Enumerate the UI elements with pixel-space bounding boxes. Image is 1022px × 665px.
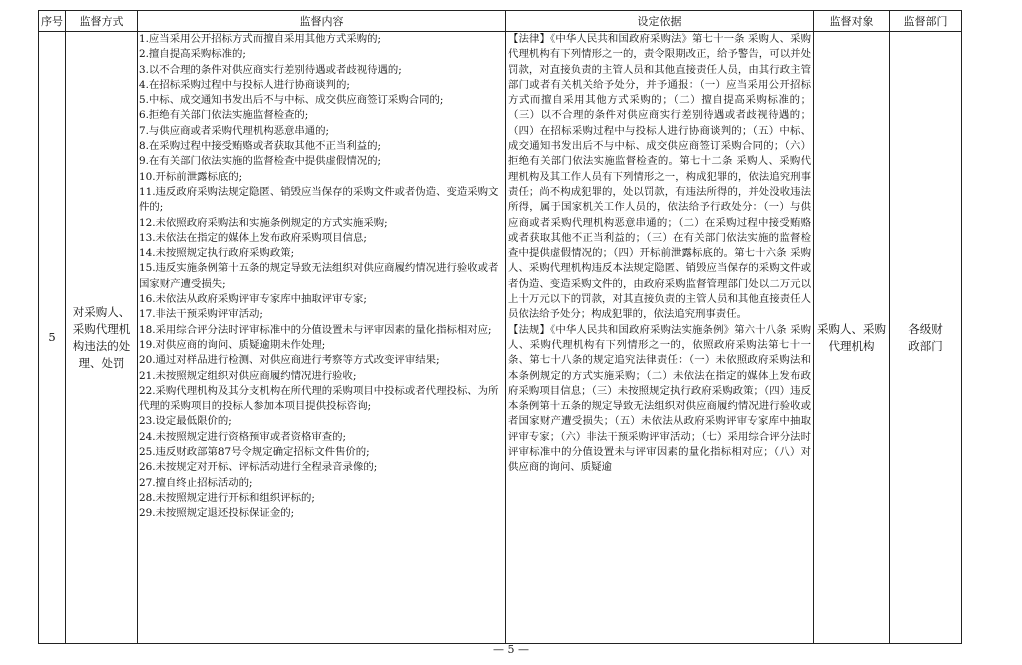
list-item: 29.未按照规定退还投标保证金的;	[139, 507, 295, 520]
header-dept: 监督部门	[890, 11, 962, 32]
list-item: 16.未依法从政府采购评审专家库中抽取评审专家;	[139, 293, 367, 306]
header-target: 监督对象	[814, 11, 890, 32]
list-item: 23.设定最低限价的;	[139, 415, 232, 428]
list-item: 5.中标、成交通知书发出后不与中标、成交供应商签订采购合同的;	[139, 94, 444, 107]
row-basis	[506, 32, 814, 644]
list-item: 13.未依法在指定的媒体上发布政府采购项目信息;	[139, 231, 367, 244]
list-item: 25.违反财政部第87号令规定确定招标文件售价的;	[139, 446, 370, 459]
list-item: 15.违反实施条例第十五条的规定导致无法组织对供应商履约情况进行验收或者国家财产遭受损失;	[139, 262, 499, 290]
list-item: 6.拒绝有关部门依法实施监督检查的;	[139, 109, 309, 122]
list-item: 18.采用综合评分法时评审标准中的分值设置未与评审因素的量化指标相对应;	[139, 323, 492, 336]
list-item: 24.未按照规定进行资格预审或者资格审查的;	[139, 430, 347, 443]
list-item: 3.以不合理的条件对供应商实行差别待遇或者歧视待遇的;	[139, 63, 402, 76]
list-item: 1.应当采用公开招标方式而擅自采用其他方式采购的;	[139, 33, 382, 45]
list-item: 9.在有关部门依法实施的监督检查中提供虚假情况的;	[139, 155, 382, 168]
row-target: 采购人、采购代理机构	[814, 32, 890, 644]
list-item: 19.对供应商的询问、质疑逾期未作处理;	[139, 338, 326, 351]
list-item: 20.通过对样品进行检测、对供应商进行考察等方式改变评审结果;	[139, 354, 440, 367]
content-list	[138, 32, 505, 522]
list-item: 17.非法干预采购评审活动;	[139, 308, 263, 321]
header-method: 监督方式	[66, 11, 138, 32]
basis-regulation: 【法规】《中华人民共和国政府采购法实施条例》第六十八条 采购人、采购代理机构有下列情形之一的，依照政府采购法第七十一条、第七十八条的规定追究法律责任：（一）未依照政府采购法和本条例规定的方式实施采购；（二）未依法在指定的媒体上发布政府采购项目信息；（三）未按照规定执行政府采购政策；（四）违反本条例第十五条的规定导致无法组织对供应商履约情况进行验收或者国家财产遭受损失；（五）未依法从政府采购评审专家库中抽取评审专家；（六）非法干预采购评审活动；（七）采用综合评分法时评审标准中的分值设置未与评审因素的量化指标相对应；（八）对供应商的询问、质疑逾	[508, 323, 811, 474]
list-item: 14.未按照规定执行政府采购政策;	[139, 247, 295, 260]
row-seq: 5	[39, 32, 66, 644]
page-number: — 5 —	[493, 643, 529, 656]
basis-text	[506, 32, 813, 643]
list-item: 7.与供应商或者采购代理机构恶意串通的;	[139, 124, 330, 137]
list-item: 8.在采购过程中接受贿赂或者获取其他不正当利益的;	[139, 140, 382, 153]
row-content	[138, 32, 506, 644]
list-item: 22.采购代理机构及其分支机构在所代理的采购项目中投标或者代理投标、为所代理的采购项目的投标人参加本项目提供投标咨询;	[139, 384, 499, 413]
row-dept: 各级财政部门	[890, 32, 962, 644]
header-content: 监督内容	[138, 11, 506, 32]
list-item: 21.未按照规定组织对供应商履约情况进行验收;	[139, 369, 357, 382]
header-seq: 序号	[39, 11, 66, 32]
basis-law: 【法律】《中华人民共和国政府采购法》第七十一条 采购人、采购代理机构有下列情形之一的，责令限期改正，给予警告，可以并处罚款，对直接负责的主管人员和其他直接责任人员，由其行政主管部门或者有关机关给予处分，并予通报：（一）应当采用公开招标方式而擅自采用其他方式采购的；（二）擅自提高采购标准的；（三）以不合理的条件对供应商实行差别待遇或者歧视待遇的；（四）在招标采购过程中与投标人进行协商谈判的；（五）中标、成交通知书发出后不与中标、成交供应商签订采购合同的；（六）拒绝有关部门依法实施监督检查的。第七十二条 采购人、采购代理机构及其工作人员有下列情形之一，构成犯罪的，依法追究刑事责任；尚不构成犯罪的，处以罚款，有违法所得的，并处没收违法所得，属于国家机关工作人员的，依法给予行政处分：（一）与供应商或者采购代理机构恶意串通的；（二）在采购过程中接受贿赂或者获取其他不正当利益的；（三）在有关部门依法实施的监督检查中提供虚假情况的；（四）开标前泄露标底的。第七十六条 采购人、采购代理机构违反本法规定隐匿、销毁应当保存的采购文件或者伪造、变造采购文件的，由政府采购监督管理部门处以二万元以上十万元以下的罚款，对其直接负责的主管人员和其他直接责任人员依法给予处分；构成犯罪的，依法追究刑事责任。	[508, 33, 812, 321]
row-method: 对采购人、采购代理机构违法的处理、处罚	[66, 32, 138, 644]
list-item: 4.在招标采购过程中与投标人进行协商谈判的;	[139, 78, 350, 91]
list-item: 11.违反政府采购法规定隐匿、销毁应当保存的采购文件或者伪造、变造采购文件的;	[139, 185, 499, 214]
list-item: 2.擅自提高采购标准的;	[139, 48, 246, 61]
list-item: 26.未按规定对开标、评标活动进行全程录音录像的;	[139, 461, 378, 474]
table-row	[39, 32, 962, 644]
list-item: 28.未按照规定进行开标和组织评标的;	[139, 491, 315, 504]
list-item: 12.未依照政府采购法和实施条例规定的方式实施采购;	[139, 216, 388, 229]
supervision-table	[38, 10, 962, 644]
list-item: 27.擅自终止招标活动的;	[139, 476, 253, 489]
list-item: 10.开标前泄露标底的;	[139, 170, 243, 183]
header-basis: 设定依据	[506, 11, 814, 32]
header-row	[39, 11, 962, 32]
